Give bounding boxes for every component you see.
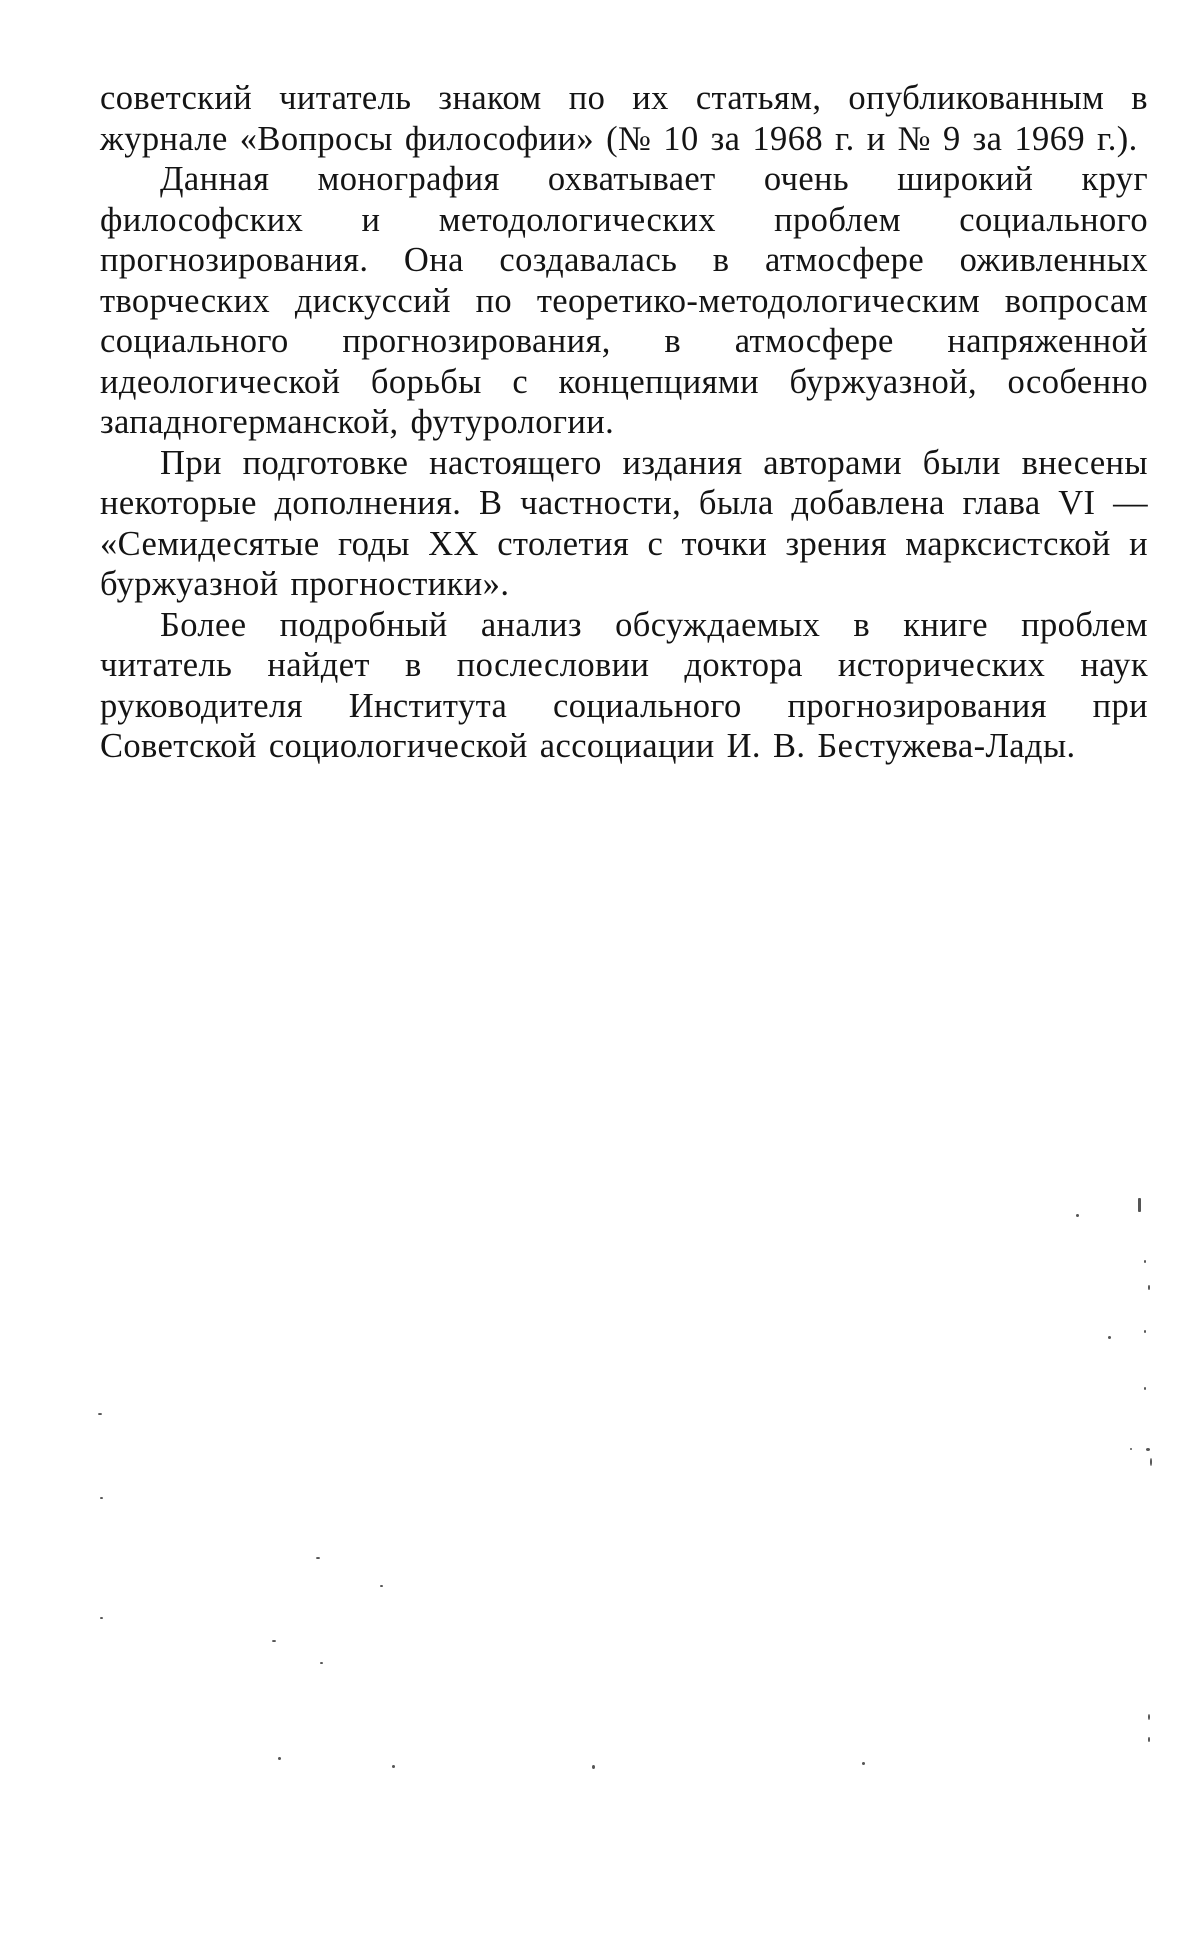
scan-speck	[316, 1557, 320, 1559]
scan-speck	[392, 1765, 395, 1768]
paragraph-3: При подготовке настоящего издания авторами были внесены некоторые дополнения. В частности, была добавлена глава VI — «Семидесятые годы XX столетия с точки зрения марксистской и буржуазной прогностики».	[100, 443, 1148, 603]
scan-speck	[1144, 1387, 1146, 1390]
scan-speck	[1148, 1714, 1150, 1720]
scan-speck	[1148, 1737, 1150, 1742]
paragraph-1: советский читатель знаком по их статьям, опубликованным в журнале «Вопросы философии» (№ 10 за 1968 г. и № 9 за 1969 г.).	[100, 79, 1148, 158]
scan-speck	[320, 1662, 323, 1664]
scan-speck	[1144, 1260, 1146, 1263]
scan-speck	[592, 1765, 595, 1769]
body-text	[100, 78, 1148, 767]
scan-speck	[380, 1585, 383, 1587]
scan-speck	[1130, 1448, 1132, 1450]
scan-speck	[272, 1640, 276, 1642]
scan-speck	[1150, 1458, 1152, 1466]
scan-speck	[100, 1617, 103, 1619]
paragraph-2: Данная монография охватывает очень широкий круг философских и методологических проблем социального прогнозирования. Она создавалась в атмосфере оживленных творческих дискуссий по теоретико-методологическим вопросам социального прогнозирования, в атмосфере напряженной идеологической борьбы с концепциями буржуазной, особенно западногерманской, футурологии.	[100, 160, 1148, 441]
scan-speck	[1108, 1336, 1111, 1339]
scan-speck	[1146, 1448, 1150, 1451]
scan-speck	[1144, 1330, 1146, 1333]
scan-speck	[100, 1497, 103, 1499]
scan-speck	[98, 1413, 102, 1415]
paragraph-4: Более подробный анализ обсуждаемых в книге проблем читатель найдет в послесловии доктора исторических наук руководителя Института социального прогнозирования при Советской социологической ассоциации И. В. Бестужева-Лады.	[100, 605, 1148, 765]
scan-speck	[1076, 1214, 1079, 1217]
scan-speck	[1138, 1198, 1141, 1212]
scan-speck	[862, 1762, 865, 1765]
scan-speck	[1148, 1285, 1150, 1290]
scan-speck	[278, 1757, 281, 1760]
